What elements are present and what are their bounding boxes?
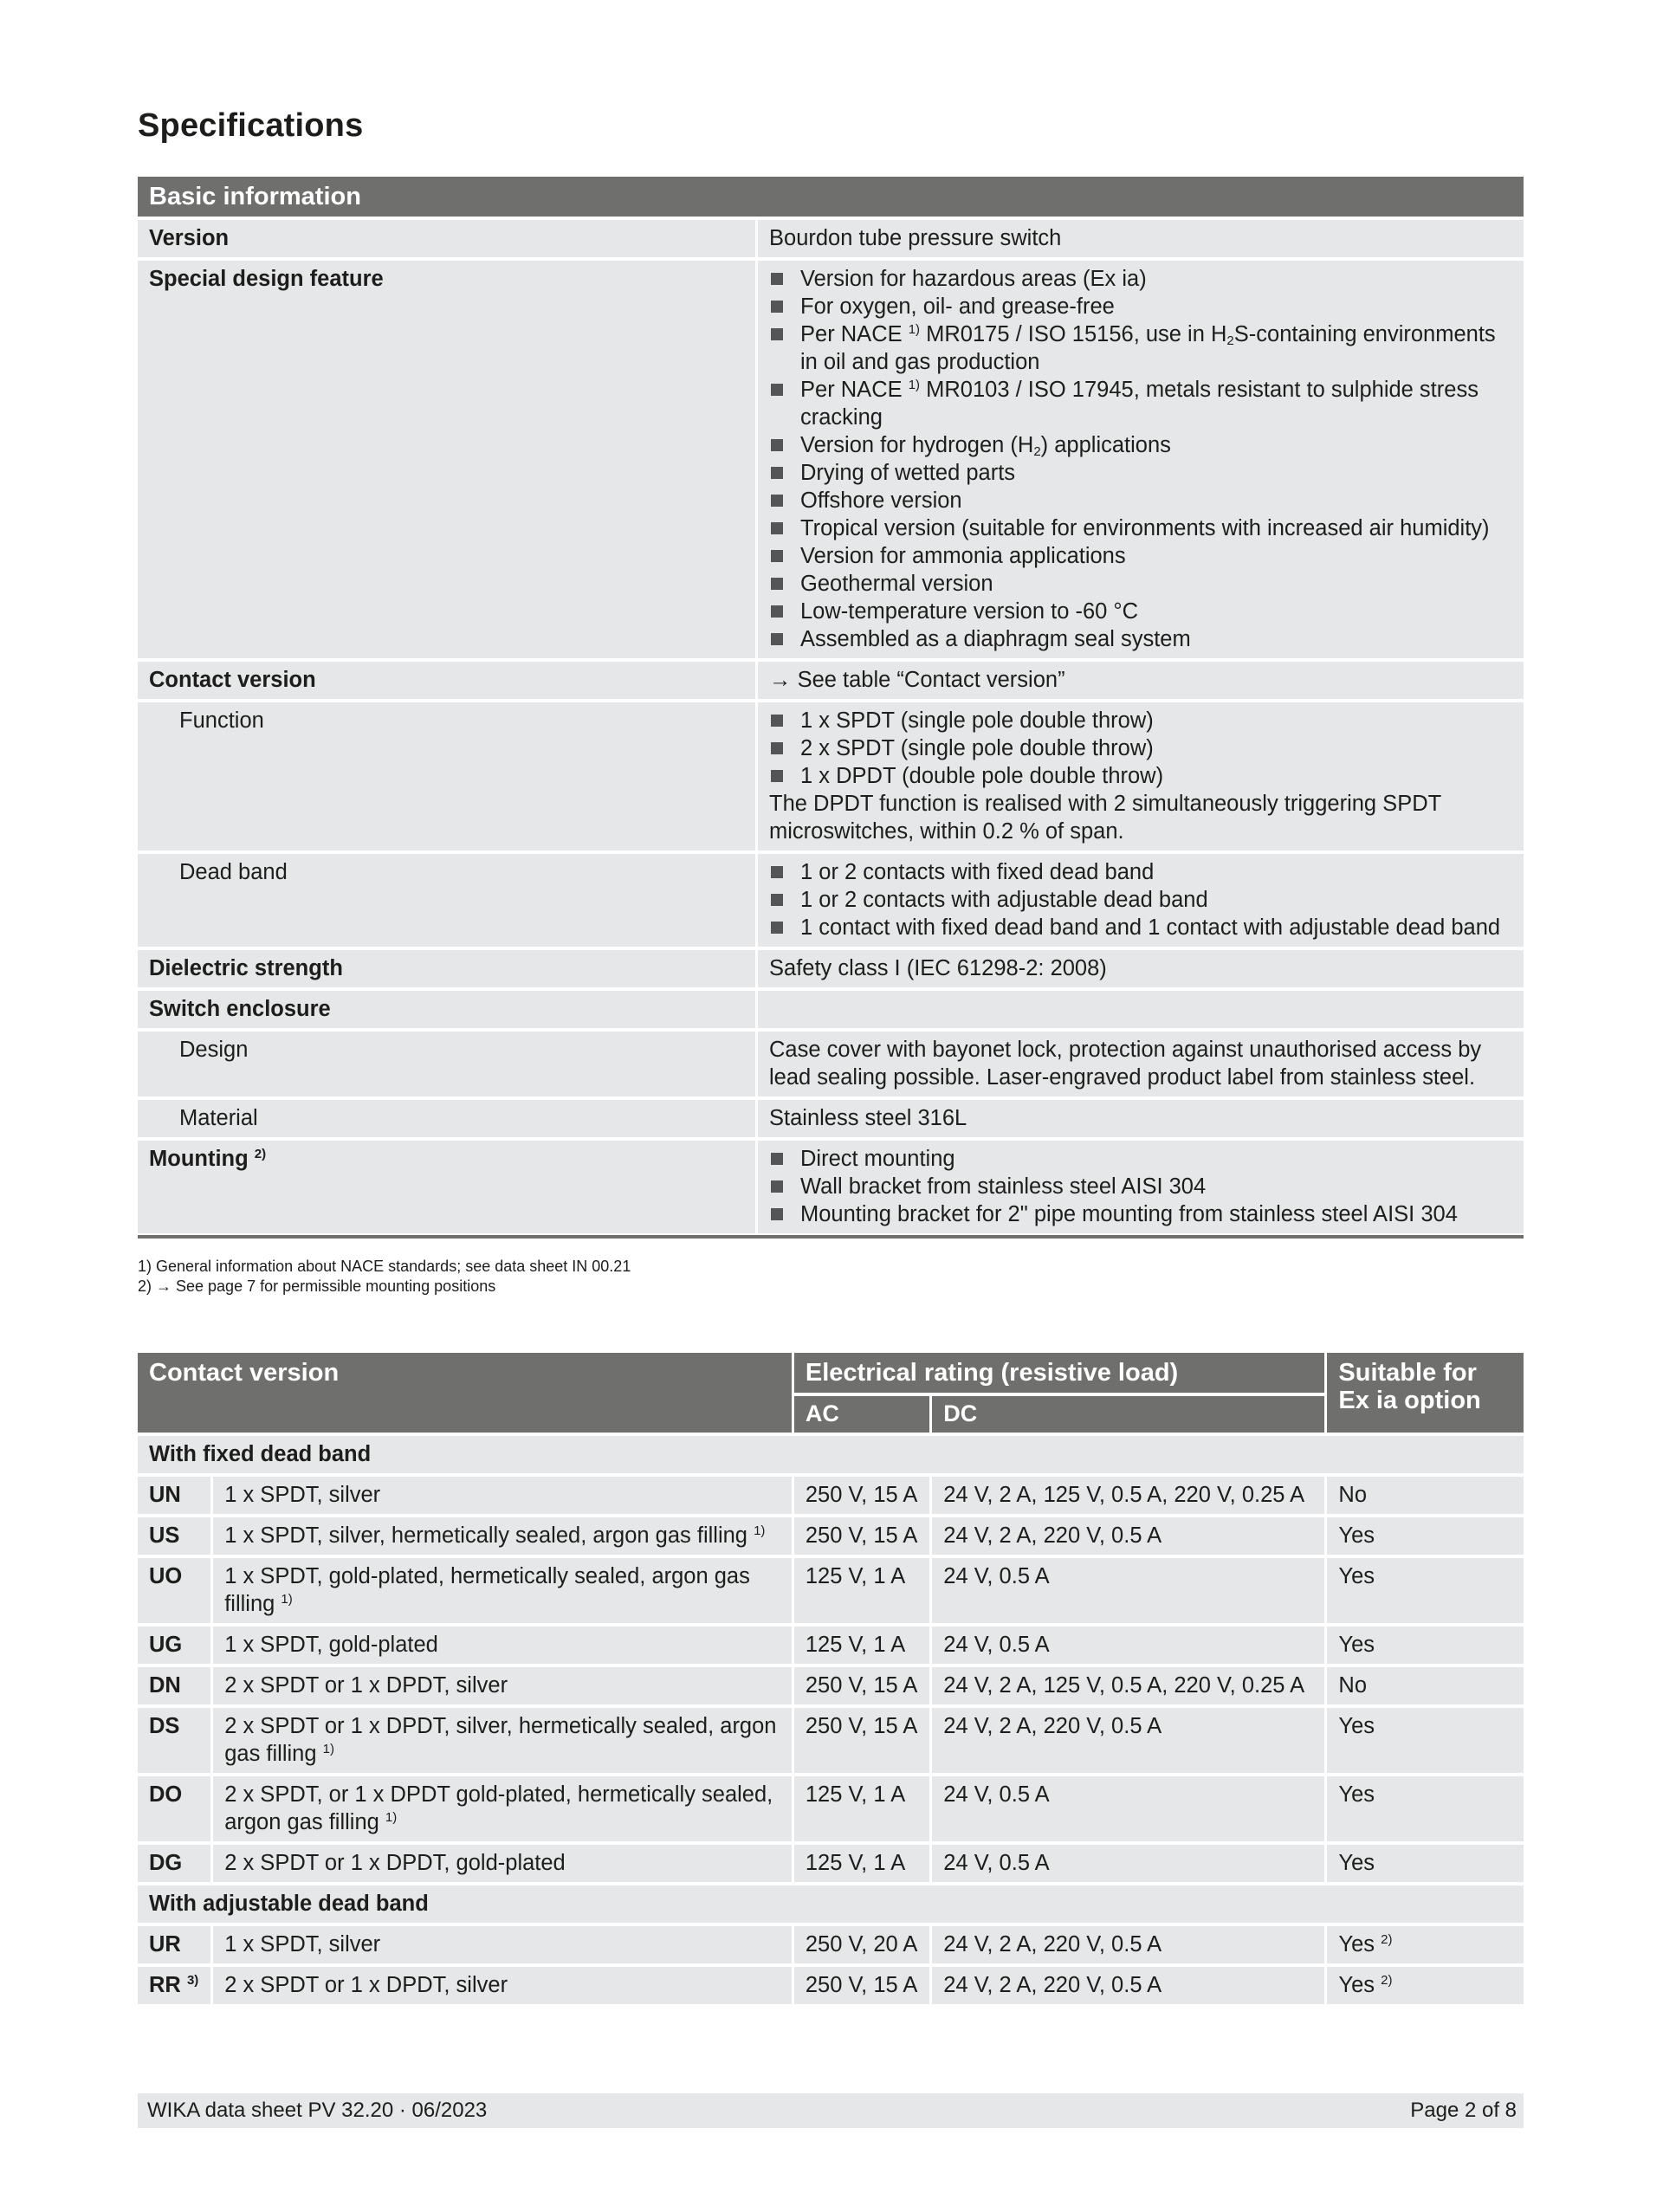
ac-rating-text: 250 V, 20 A	[805, 1932, 918, 1957]
ex-ia-suitability-text: Yes	[1338, 1973, 1375, 1997]
ex-ia-suitability	[1327, 1776, 1524, 1841]
mounting-label: Mounting	[149, 1147, 249, 1171]
group-row	[138, 1885, 1524, 1923]
ac-rating	[794, 1517, 929, 1555]
contact-code	[138, 1667, 210, 1704]
dc-rating	[932, 1776, 1324, 1841]
contact-code-text: DS	[149, 1714, 180, 1738]
function-note: The DPDT function is realised with 2 simultaneously triggering SPDT microswitches, within 0.2 % of span.	[769, 792, 1441, 844]
list-item: Version for ammonia applications	[769, 542, 1512, 570]
contact-description	[213, 1627, 792, 1664]
dc-rating	[932, 1667, 1324, 1704]
ac-rating	[794, 1667, 929, 1704]
contact-description	[213, 1967, 792, 2004]
table-row	[138, 950, 1524, 987]
contact-description-text: 1 x SPDT, silver	[224, 1932, 381, 1957]
contact-description-text: 2 x SPDT or 1 x DPDT, silver, hermetically sealed, argon gas filling	[224, 1714, 777, 1766]
contact-code	[138, 1627, 210, 1664]
dc-rating	[932, 1558, 1324, 1623]
ac-rating	[794, 1776, 929, 1841]
dc-rating	[932, 1926, 1324, 1963]
list-item: 2 x SPDT (single pole double throw)	[769, 734, 1512, 762]
list-item: 1 x DPDT (double pole double throw)	[769, 762, 1512, 790]
ex-ia-suitability	[1327, 1667, 1524, 1704]
row-value	[758, 854, 1524, 947]
list-item: Per NACE $^{1)}$ MR0103 / ISO 17945, metals resistant to sulphide stress cracking	[769, 376, 1512, 431]
row-value	[758, 991, 1524, 1028]
contact-code-text: DN	[149, 1673, 181, 1698]
contact-description-text: 1 x SPDT, silver, hermetically sealed, argon gas filling	[224, 1523, 747, 1548]
row-label: Version	[138, 220, 755, 257]
adjustable-dead-band-rows	[138, 1926, 1524, 2004]
dc-rating	[932, 1708, 1324, 1773]
list-item: 1 or 2 contacts with adjustable dead band	[769, 886, 1512, 914]
list-item: Mounting bracket for 2" pipe mounting from stainless steel AISI 304	[769, 1200, 1512, 1228]
contact-code	[138, 1477, 210, 1514]
header-contact-version: Contact version	[138, 1353, 792, 1433]
row-value: Case cover with bayonet lock, protection against unauthorised access by lead sealing possible. Laser-engraved product label from stainless steel.	[758, 1032, 1524, 1096]
dc-rating	[932, 1627, 1324, 1664]
dc-rating-text: 24 V, 2 A, 220 V, 0.5 A	[943, 1523, 1162, 1548]
ex-ia-suitability	[1327, 1845, 1524, 1882]
dc-rating	[932, 1477, 1324, 1514]
table-row	[138, 1926, 1524, 1963]
dc-rating-text: 24 V, 0.5 A	[943, 1782, 1050, 1807]
ac-rating-text: 125 V, 1 A	[805, 1564, 906, 1588]
function-list	[769, 707, 1512, 790]
dc-rating-text: 24 V, 2 A, 220 V, 0.5 A	[943, 1973, 1162, 1997]
row-value: Bourdon tube pressure switch	[758, 220, 1524, 257]
ex-ia-suitability	[1327, 1967, 1524, 2004]
row-label: Design	[138, 1032, 755, 1096]
table-row	[138, 1776, 1524, 1841]
dc-rating-text: 24 V, 0.5 A	[943, 1564, 1050, 1588]
ac-rating-text: 125 V, 1 A	[805, 1782, 906, 1807]
contact-description-text: 2 x SPDT, or 1 x DPDT gold-plated, hermetically sealed, argon gas filling	[224, 1782, 773, 1834]
ac-rating-text: 250 V, 15 A	[805, 1714, 918, 1738]
basic-information-header: Basic information	[138, 177, 1524, 217]
dc-rating-text: 24 V, 2 A, 125 V, 0.5 A, 220 V, 0.25 A	[943, 1483, 1305, 1507]
header-electrical-rating: Electrical rating (resistive load)	[794, 1353, 1325, 1393]
footnote-ref: 2)	[254, 1147, 267, 1161]
header-suitable-ex: Suitable for Ex ia option	[1327, 1353, 1524, 1433]
row-label: Switch enclosure	[138, 991, 755, 1028]
contact-code-text: US	[149, 1523, 180, 1548]
contact-code	[138, 1967, 210, 2004]
contact-code-text: DO	[149, 1782, 183, 1807]
ac-rating-text: 250 V, 15 A	[805, 1483, 918, 1507]
list-item: For oxygen, oil- and grease-free	[769, 293, 1512, 320]
ac-rating-text: 125 V, 1 A	[805, 1633, 906, 1657]
ex-ia-suitability-text: No	[1338, 1483, 1368, 1507]
ac-rating	[794, 1558, 929, 1623]
list-item: Drying of wetted parts	[769, 459, 1512, 487]
list-item: Tropical version (suitable for environments with increased air humidity)	[769, 514, 1512, 542]
footnote: 2) → See page 7 for permissible mounting positions	[138, 1277, 496, 1295]
list-item: Geothermal version	[769, 570, 1512, 598]
footnote-ref: 1)	[754, 1523, 766, 1538]
contact-code-text: UR	[149, 1932, 181, 1957]
footer-document-id: WIKA data sheet PV 32.20 · 06/2023	[147, 2099, 488, 2122]
list-item: Version for hydrogen $(H_2)$ applications	[769, 431, 1512, 459]
ac-rating	[794, 1845, 929, 1882]
table-row	[138, 1845, 1524, 1882]
footnote-ref: 1)	[385, 1810, 398, 1825]
contact-description	[213, 1558, 792, 1623]
ex-ia-suitability	[1327, 1627, 1524, 1664]
contact-description-text: 1 x SPDT, gold-plated, hermetically sealed, argon gas filling	[224, 1564, 750, 1616]
table-row	[138, 261, 1524, 658]
contact-description-text: 1 x SPDT, silver	[224, 1483, 381, 1507]
contact-version-table	[135, 1349, 1526, 2008]
header-ac: AC	[794, 1396, 929, 1433]
list-item: 1 x SPDT (single pole double throw)	[769, 707, 1512, 734]
list-item: Offshore version	[769, 487, 1512, 514]
footnote-ref: 3)	[186, 1973, 199, 1988]
ex-ia-suitability	[1327, 1477, 1524, 1514]
ac-rating	[794, 1627, 929, 1664]
table-row	[138, 1708, 1524, 1773]
page-title: Specifications	[138, 107, 364, 144]
ex-ia-suitability	[1327, 1558, 1524, 1623]
ac-rating	[794, 1967, 929, 2004]
table-row	[138, 1967, 1524, 2004]
table-row	[138, 1032, 1524, 1096]
contact-description	[213, 1845, 792, 1882]
footnote-ref: 1)	[281, 1592, 293, 1607]
ac-rating	[794, 1708, 929, 1773]
dc-rating-text: 24 V, 2 A, 220 V, 0.5 A	[943, 1932, 1162, 1957]
footnote-ref: 1)	[322, 1742, 334, 1756]
contact-code-text: UG	[149, 1633, 183, 1657]
list-item: Per NACE $^{1)}$ MR0175 / ISO 15156, use in $H_2S$-containing environments in oil and gas production	[769, 320, 1512, 376]
footnotes	[138, 1257, 631, 1297]
footnote-ref: 2)	[1381, 1973, 1393, 1988]
contact-description-text: 1 x SPDT, gold-plated	[224, 1633, 438, 1657]
table-row	[138, 991, 1524, 1028]
table-row	[138, 220, 1524, 257]
ex-ia-suitability-text: Yes	[1338, 1523, 1375, 1548]
contact-code	[138, 1776, 210, 1841]
contact-description	[213, 1776, 792, 1841]
table-row	[138, 854, 1524, 947]
contact-description	[213, 1667, 792, 1704]
contact-code	[138, 1558, 210, 1623]
ex-ia-suitability	[1327, 1926, 1524, 1963]
table-row	[138, 1517, 1524, 1555]
contact-code	[138, 1845, 210, 1882]
list-item: 1 or 2 contacts with fixed dead band	[769, 858, 1512, 886]
footnote: 1) General information about NACE standards; see data sheet IN 00.21	[138, 1258, 631, 1275]
table-row	[138, 1141, 1524, 1233]
contact-description	[213, 1477, 792, 1514]
contact-description-text: 2 x SPDT or 1 x DPDT, gold-plated	[224, 1851, 566, 1875]
dc-rating-text: 24 V, 0.5 A	[943, 1851, 1050, 1875]
list-item: Direct mounting	[769, 1145, 1512, 1173]
row-label: Special design feature	[138, 261, 755, 658]
contact-code-text: UO	[149, 1564, 183, 1588]
contact-description	[213, 1517, 792, 1555]
list-item: Low-temperature version to -60 °C	[769, 598, 1512, 625]
table-row	[138, 1627, 1524, 1664]
list-item: Version for hazardous areas (Ex ia)	[769, 265, 1512, 293]
table-row	[138, 662, 1524, 699]
row-value	[758, 1141, 1524, 1233]
ac-rating-text: 250 V, 15 A	[805, 1673, 918, 1698]
footnote-ref: 2)	[1381, 1932, 1393, 1947]
row-value: Stainless steel 316L	[758, 1100, 1524, 1137]
dc-rating	[932, 1967, 1324, 2004]
list-item: 1 contact with fixed dead band and 1 contact with adjustable dead band	[769, 914, 1512, 941]
table-row	[138, 1667, 1524, 1704]
row-label	[138, 1141, 755, 1233]
row-value	[758, 702, 1524, 851]
row-value	[758, 261, 1524, 658]
list-item: Wall bracket from stainless steel AISI 304	[769, 1173, 1512, 1200]
ex-ia-suitability-text: Yes	[1338, 1782, 1375, 1807]
ex-ia-suitability-text: No	[1338, 1673, 1368, 1698]
row-label: Material	[138, 1100, 755, 1137]
header-dc: DC	[932, 1396, 1324, 1433]
footer-page-number: Page 2 of 8	[1410, 2099, 1517, 2122]
group-label: With adjustable dead band	[138, 1885, 1524, 1923]
page-footer	[138, 2093, 1524, 2128]
fixed-dead-band-rows	[138, 1477, 1524, 1882]
row-value: → See table “Contact version”	[758, 662, 1524, 699]
table-row	[138, 1100, 1524, 1137]
ac-rating-text: 125 V, 1 A	[805, 1851, 906, 1875]
group-label: With fixed dead band	[138, 1436, 1524, 1473]
contact-code-text: DG	[149, 1851, 183, 1875]
dc-rating-text: 24 V, 0.5 A	[943, 1633, 1050, 1657]
dead-band-list	[769, 858, 1512, 941]
row-label: Function	[138, 702, 755, 851]
ex-ia-suitability-text: Yes	[1338, 1932, 1375, 1957]
ac-rating-text: 250 V, 15 A	[805, 1973, 918, 1997]
table-bottom-rule	[138, 1235, 1524, 1239]
ex-ia-suitability-text: Yes	[1338, 1564, 1375, 1588]
contact-code-text: RR	[149, 1973, 181, 1997]
row-value: Safety class I (IEC 61298-2: 2008)	[758, 950, 1524, 987]
ex-ia-suitability-text: Yes	[1338, 1633, 1375, 1657]
group-row	[138, 1436, 1524, 1473]
dc-rating-text: 24 V, 2 A, 125 V, 0.5 A, 220 V, 0.25 A	[943, 1673, 1305, 1698]
ex-ia-suitability	[1327, 1708, 1524, 1773]
table-row	[138, 702, 1524, 851]
contact-description-text: 2 x SPDT or 1 x DPDT, silver	[224, 1973, 508, 1997]
ac-rating	[794, 1477, 929, 1514]
dc-rating-text: 24 V, 2 A, 220 V, 0.5 A	[943, 1714, 1162, 1738]
ac-rating-text: 250 V, 15 A	[805, 1523, 918, 1548]
contact-description	[213, 1708, 792, 1773]
row-label: Dielectric strength	[138, 950, 755, 987]
ac-rating	[794, 1926, 929, 1963]
table-row	[138, 1477, 1524, 1514]
ex-ia-suitability-text: Yes	[1338, 1714, 1375, 1738]
dc-rating	[932, 1517, 1324, 1555]
table-row	[138, 1558, 1524, 1623]
contact-description-text: 2 x SPDT or 1 x DPDT, silver	[224, 1673, 508, 1698]
contact-code	[138, 1708, 210, 1773]
list-item: Assembled as a diaphragm seal system	[769, 625, 1512, 653]
basic-information-table	[135, 173, 1526, 1237]
contact-description	[213, 1926, 792, 1963]
special-features-list	[769, 265, 1512, 653]
ex-ia-suitability	[1327, 1517, 1524, 1555]
row-label: Contact version	[138, 662, 755, 699]
row-label: Dead band	[138, 854, 755, 947]
contact-code	[138, 1926, 210, 1963]
dc-rating	[932, 1845, 1324, 1882]
contact-code	[138, 1517, 210, 1555]
mounting-list	[769, 1145, 1512, 1228]
contact-code-text: UN	[149, 1483, 181, 1507]
ex-ia-suitability-text: Yes	[1338, 1851, 1375, 1875]
